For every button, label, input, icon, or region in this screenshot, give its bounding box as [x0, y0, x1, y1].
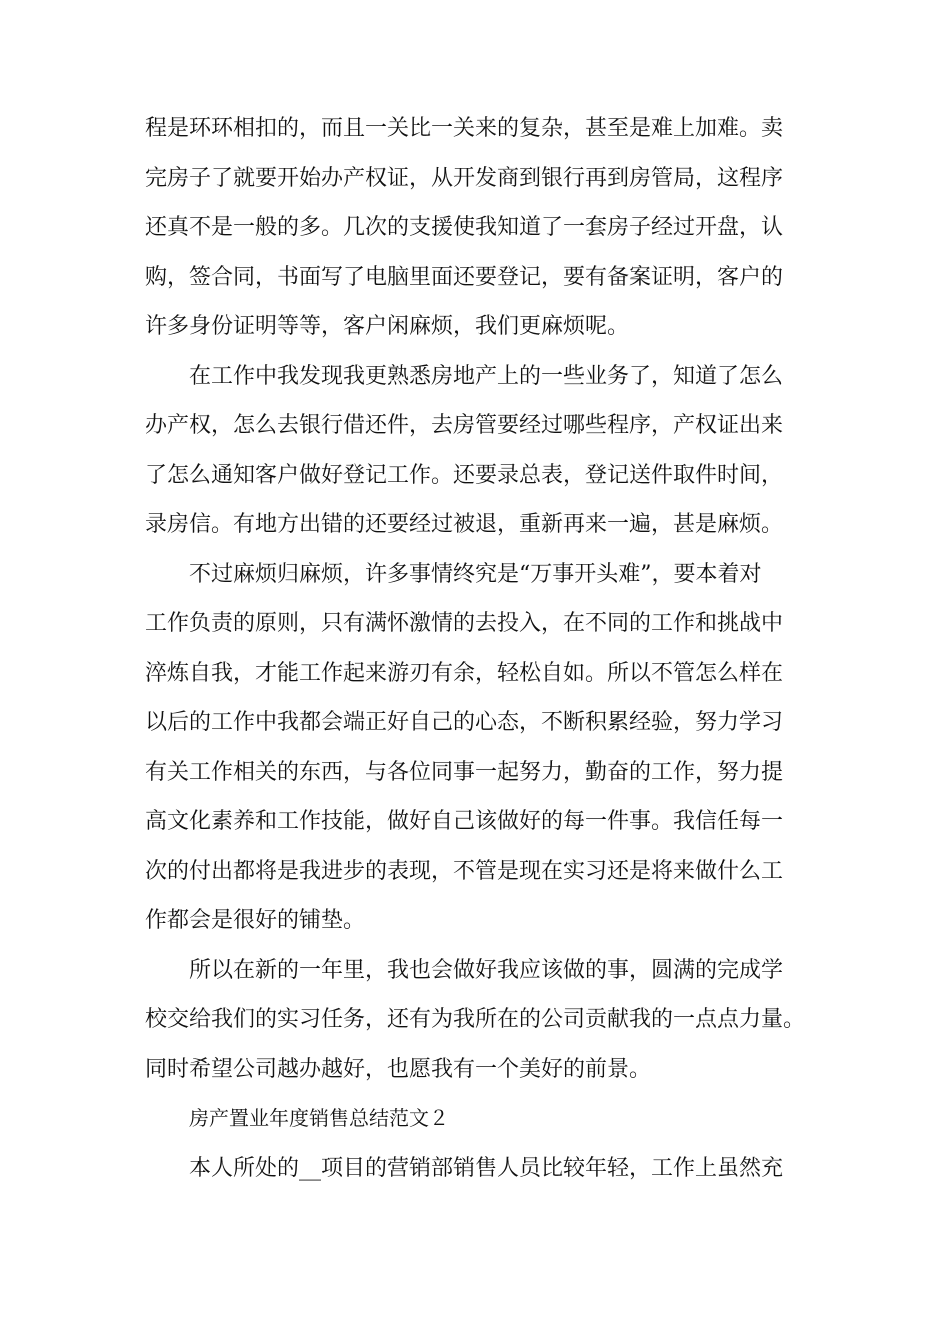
text-line: 程是环环相扣的，而且一关比一关来的复杂，甚至是难上加难。卖	[145, 116, 784, 141]
text-line: 次的付出都将是我进步的表现，不管是现在实习还是将来做什么工	[145, 858, 784, 884]
text-line: 有关工作相关的东西，与各位同事一起努力，勤奋的工作，努力提	[145, 759, 784, 785]
paragraph-1	[145, 104, 815, 352]
paragraph-3	[145, 550, 815, 946]
section-heading: 房产置业年度销售总结范文２	[189, 1106, 449, 1130]
text-line: 录房信。有地方出错的还要经过被退，重新再来一遍，甚是麻烦。	[145, 512, 784, 537]
text-line: 购，签合同，书面写了电脑里面还要登记，要有备案证明，客户的	[145, 264, 784, 290]
text-line: 工作负责的原则，只有满怀激情的去投入，在不同的工作和挑战中	[145, 611, 784, 636]
text-line: 所以在新的一年里，我也会做好我应该做的事，圆满的完成学	[189, 957, 784, 983]
text-line: 完房子了就要开始办产权证，从开发商到银行再到房管局，这程序	[145, 165, 784, 191]
text-line: 同时希望公司越办越好，也愿我有一个美好的前景。	[145, 1056, 652, 1082]
paragraph-5	[145, 1144, 815, 1194]
text-line: 本人所处的__项目的营销部销售人员比较年轻，工作上虽然充	[189, 1155, 784, 1181]
text-line: 高文化素养和工作技能，做好自己该做好的每一件事。我信任每一	[145, 809, 784, 834]
text-line: 作都会是很好的铺垫。	[145, 908, 366, 933]
text-line: 了怎么通知客户做好登记工作。还要录总表，登记送件取件时间，	[145, 462, 784, 488]
text-line: 许多身份证明等等，客户闲麻烦，我们更麻烦呢。	[145, 314, 630, 339]
text-line: 校交给我们的实习任务，还有为我所在的公司贡献我的一点点力量。	[145, 1007, 806, 1032]
paragraph-4	[145, 946, 815, 1095]
text-line: 以后的工作中我都会端正好自己的心态，不断积累经验，努力学习	[145, 710, 784, 735]
text-line: 办产权，怎么去银行借还件，去房管要经过哪些程序，产权证出来	[145, 413, 784, 438]
text-line: 不过麻烦归麻烦，许多事情终究是“万事开头难”，要本着对	[189, 561, 762, 587]
text-line: 还真不是一般的多。几次的支援使我知道了一套房子经过开盘，认	[145, 215, 784, 240]
document-body	[145, 104, 815, 1193]
text-line: 淬炼自我，才能工作起来游刃有余，轻松自如。所以不管怎么样在	[145, 660, 784, 686]
text-line: 在工作中我发现我更熟悉房地产上的一些业务了，知道了怎么	[189, 363, 784, 389]
paragraph-2	[145, 352, 815, 550]
